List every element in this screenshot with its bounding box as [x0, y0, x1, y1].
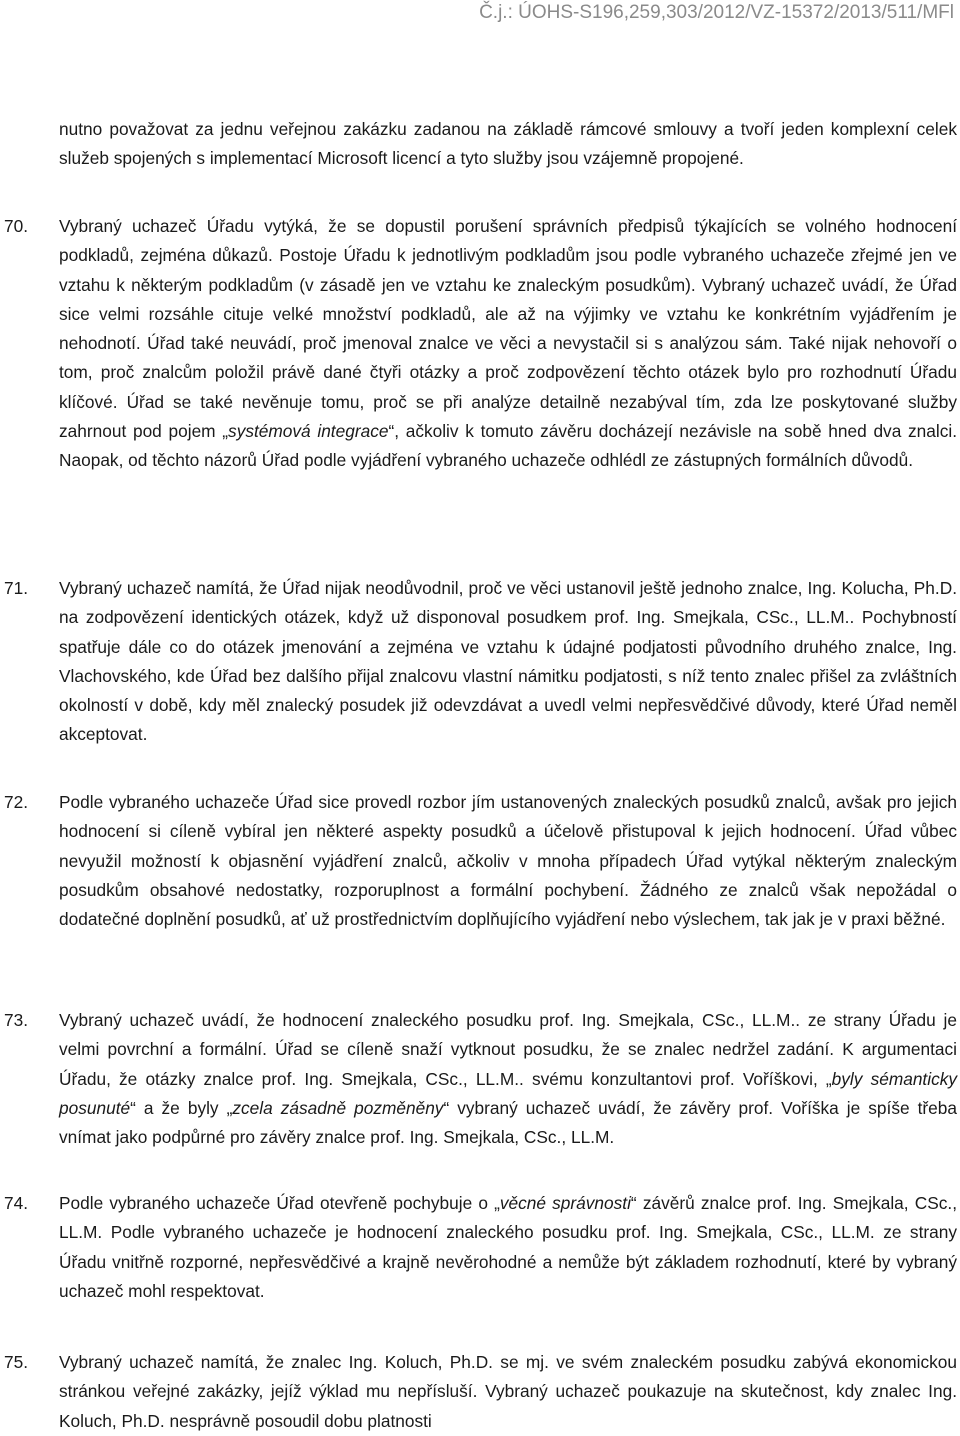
paragraph-text — [59, 788, 957, 934]
text-run: Podle vybraného uchazeče Úřad otevřeně pochybuje o „ — [59, 1193, 500, 1213]
paragraph-number: 75. — [4, 1352, 29, 1372]
paragraph-text — [59, 1006, 957, 1152]
paragraph-text — [59, 1189, 957, 1306]
text-run: “, ačkoliv k tomuto závěru docházejí nezávisle na sobě hned dva znalci. Naopak, od těchto názorů Úřad podle vyjádření vybraného uchazeče odhlédl ze zástupných formálních důvodů. — [59, 421, 957, 471]
italic-term: zcela zásadně pozměněny — [232, 1097, 444, 1118]
paragraph-text — [59, 574, 957, 750]
text-run: Vybraný uchazeč namítá, že znalec Ing. Koluch, Ph.D. se mj. ve svém znaleckém posudku zabývá ekonomickou stránkou veřejné zakázky, jejíž výklad mu nepřísluší. Vybraný uchazeč poukazuje na skutečnost, kdy znalec Ing. Koluch, Ph.D. nesprávně posoudil dobu platnosti — [59, 1352, 957, 1431]
paragraph-text — [59, 212, 957, 476]
italic-term: systémová integrace — [228, 421, 389, 442]
text-run: Vybraný uchazeč uvádí, že hodnocení znaleckého posudku prof. Ing. Smejkala, CSc., LL.M.. ze strany Úřadu je velmi povrchní a formální. Úřad se cíleně snaží vytknout posudku, že se znalec nedržel zadání. K argumentaci Úřadu, že otázky znalce prof. Ing. Smejkala, CSc., LL.M.. svému konzultantovi prof. Voříškovi, „ — [59, 1010, 957, 1089]
paragraph-number: 74. — [4, 1193, 29, 1213]
italic-term: byly sémanticky posunuté — [59, 1068, 957, 1118]
paragraph-number: 72. — [4, 792, 29, 812]
italic-term: věcné správnosti — [499, 1193, 631, 1213]
paragraph-number: 73. — [4, 1010, 29, 1030]
case-reference-header: Č.j.: ÚOHS-S196,259,303/2012/VZ-15372/2013/511/MFl — [479, 2, 954, 23]
text-run: “ a že byly „ — [130, 1097, 233, 1118]
text-run: “ vybraný uchazeč uvádí, že závěry prof. Voříška je spíše třeba vnímat jako podpůrné pro závěry znalce prof. Ing. Smejkala, CSc., LL.M. — [59, 1097, 958, 1148]
paragraph-text — [59, 1348, 957, 1436]
continuation-paragraph: nutno považovat za jednu veřejnou zakázku zadanou na základě rámcové smlouvy a tvoří jeden komplexní celek služeb spojených s implementací Microsoft licencí a tyto služby jsou vzájemně propojené. — [59, 119, 957, 169]
text-run: Podle vybraného uchazeče Úřad sice provedl rozbor jím ustanovených znaleckých posudků znalců, avšak pro jejich hodnocení si cíleně vybíral jen některé aspekty posudků a účelově přistupoval k jejich hodnocení. Úřad vůbec nevyužil možností k objasnění vyjádření znalců, ačkoliv v mnoha případech Úřad vytýkal některým znaleckým posudkům obsahové nedostatky, rozporuplnost a formální pochybení. Žádného ze znalců však nepožádal o dodatečné doplnění posudků, ať už prostřednictvím doplňujícího vyjádření nebo výslechem, tak jak je v praxi běžné. — [59, 792, 957, 930]
paragraph-number: 71. — [4, 578, 29, 598]
text-run: Vybraný uchazeč namítá, že Úřad nijak neodůvodnil, proč ve věci ustanovil ještě jednoho znalce, Ing. Kolucha, Ph.D. na zodpovězení identických otázek, když už disponoval posudkem prof. Ing. Smejkala, CSc., LL.M.. Pochybností spatřuje dále co do otázek jmenování a zejména ve vztahu k údajné podjatosti původního druhého znalce, Ing. Vlachovského, kde Úřad bez dalšího přijal znalcovu vlastní námitku podjatosti, s níž tento znalec přišel za zvláštních okolností v době, kdy měl znalecký posudek již odevzdávat a uvedl velmi nepřesvědčivé důvody, které Úřad neměl akceptovat. — [59, 578, 957, 745]
paragraph-number: 70. — [4, 216, 29, 236]
text-run: “ závěrů znalce prof. Ing. Smejkala, CSc., LL.M. Podle vybraného uchazeče je hodnocení znaleckého posudku prof. Ing. Smejkala, CSc., LL.M. ze strany Úřadu vnitřně rozporné, nepřesvědčivé a krajně nevěrohodné a nemůže být základem rozhodnutí, které by vybraný uchazeč mohl respektovat. — [59, 1193, 957, 1301]
text-run: Vybraný uchazeč Úřadu vytýká, že se dopustil porušení správních předpisů týkajících se volného hodnocení podkladů, zejména důkazů. Postoje Úřadu k jednotlivým podkladům jsou podle vybraného uchazeče zřejmé jen ve vztahu k některým podkladům (v zásadě jen ve vztahu ke znaleckým posudkům). Vybraný uchazeč uvádí, že Úřad sice velmi rozsáhle cituje velké množství podkladů, ale až na výjimky ve vztahu ke konkrétním vyjádřením je nehodnotí. Úřad také neuvádí, proč jmenoval znalce ve věci a nevystačil si s analýzou sám. Také nijak nehovoří o tom, proč znalcům položil právě dané čtyři otázky a proč zodpovězení těchto otázek bylo pro rozhodnutí Úřadu klíčové. Úřad se také nevěnuje tomu, proč se při analýze detailně nezabýval tím, zda lze poskytované služby zahrnout pod pojem „ — [59, 216, 957, 442]
